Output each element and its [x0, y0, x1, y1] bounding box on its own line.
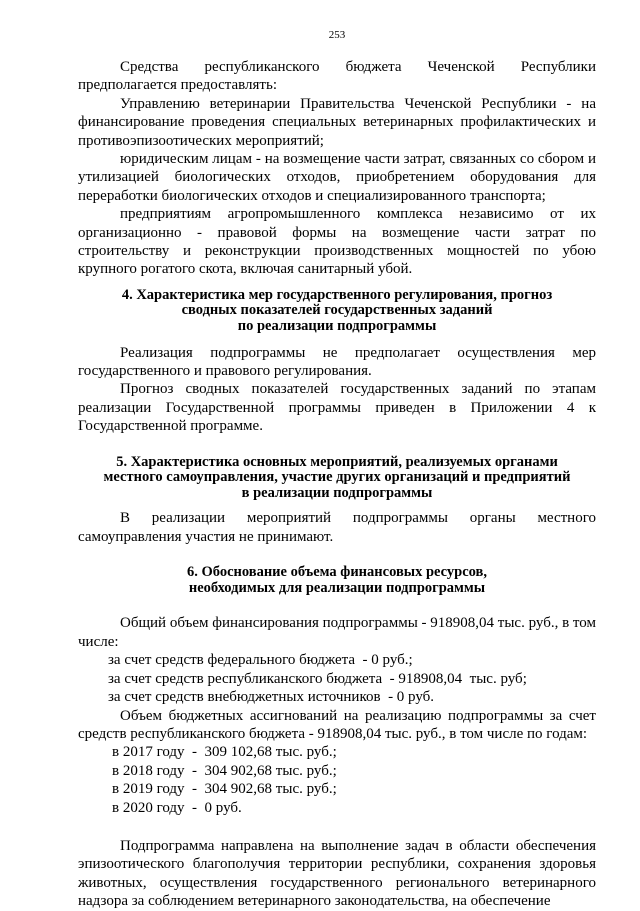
document-page: [78, 28, 596, 911]
year-allocation-2019: в 2019 году - 304 902,68 тыс. руб.;: [112, 781, 337, 798]
section-6-heading: [78, 565, 596, 596]
year-allocation-2017: в 2017 году - 309 102,68 тыс. руб.;: [112, 744, 337, 761]
funding-source-extrabudgetary: за счет средств внебюджетных источников - 0 руб.: [108, 689, 435, 706]
final-paragraph: Подпрограмма направлена на выполнение задач в области обеспечения эпизоотического благополучия территории республики, сохранения здоровья животных, осуществления государственного регионального ветеринарного надзора за соблюдением ветеринарного законодательства, на обеспечение: [78, 837, 596, 910]
intro-item-agro-enterprises: предприятиям агропромышленного комплекса независимо от их организационно - правовой формы на возмещение части затрат по строительству и реконструкции производственных мощностей по убою крупного рогатого скота, включая санитарный убой.: [78, 206, 596, 278]
funding-source-federal: за счет средств федерального бюджета - 0 руб.;: [108, 652, 413, 669]
budget-allocation-paragraph: Объем бюджетных ассигнований на реализацию подпрограммы за счет средств республиканского бюджета - 918908,04 тыс. руб., в том числе по годам:: [78, 707, 596, 742]
section-5-heading-line: в реализации подпрограммы: [241, 484, 433, 501]
total-financing-paragraph: Общий объем финансирования подпрограммы - 918908,04 тыс. руб., в том числе:: [78, 615, 596, 650]
year-allocation-2020: в 2020 году - 0 руб.: [112, 799, 242, 816]
section-4-paragraph: Реализация подпрограммы не предполагает осуществления мер государственного и правового регулирования.: [78, 344, 596, 380]
funding-source-republican: за счет средств республиканского бюджета - 918908,04 тыс. руб;: [108, 670, 527, 687]
page-number: 253: [328, 29, 346, 41]
section-5-paragraph: В реализации мероприятий подпрограммы органы местного самоуправления участия не принимают.: [78, 510, 596, 545]
section-4-heading-line: по реализации подпрограммы: [237, 318, 437, 335]
section-5-heading: [78, 455, 596, 502]
section-4-paragraph: Прогноз сводных показателей государственных заданий по этапам реализации Государственной программы приведен в Приложении 4 к Государственной программе.: [78, 381, 596, 435]
intro-item-legal-entities: юридическим лицам - на возмещение части затрат, связанных со сбором и утилизацией биологических отходов, приобретением оборудования для переработки биологических отходов и специализированного транспорта;: [78, 151, 596, 204]
intro-item-veterinary-department: Управлению ветеринарии Правительства Чеченской Республики - на финансирование проведения специальных ветеринарных профилактических и противоэпизоотических мероприятий;: [78, 95, 596, 149]
intro-paragraph: Средства республиканского бюджета Чеченской Республики предполагается предоставлять:: [78, 59, 596, 94]
year-allocation-2018: в 2018 году - 304 902,68 тыс. руб.;: [112, 762, 337, 779]
section-4-heading: [78, 288, 596, 335]
section-4-heading-line: сводных показателей государственных заданий: [181, 302, 493, 319]
section-6-heading-line: необходимых для реализации подпрограммы: [188, 579, 486, 596]
section-6-heading-line: 6. Обоснование объема финансовых ресурсов,: [186, 564, 487, 581]
spacer: [78, 817, 596, 837]
section-5-heading-line: местного самоуправления, участие других организаций и предприятий: [103, 469, 571, 486]
section-4-heading-line: 4. Характеристика мер государственного регулирования, прогноз: [121, 286, 553, 303]
section-5-heading-line: 5. Характеристика основных мероприятий, реализуемых органами: [116, 453, 558, 470]
